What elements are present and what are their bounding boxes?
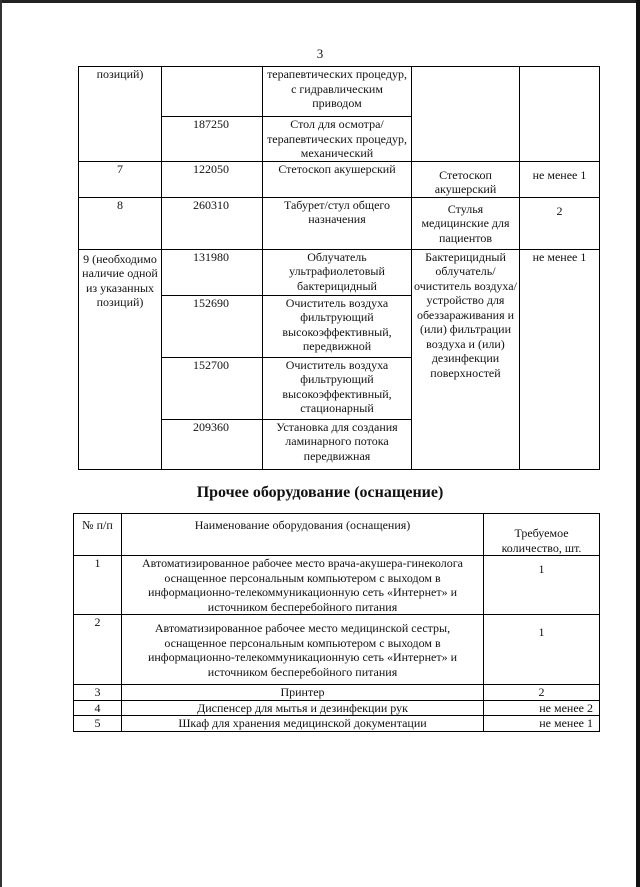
header-name: Наименование оборудования (оснащения)	[122, 514, 484, 556]
row-number: 5	[74, 716, 122, 732]
position-cell: позиций)	[79, 67, 162, 162]
code-cell: 152690	[162, 295, 263, 357]
equipment-cell: Стулья медицинские для пациентов	[412, 197, 520, 249]
equipment-cell	[412, 67, 520, 162]
row-quantity: 2	[484, 685, 600, 701]
code-cell: 122050	[162, 161, 263, 197]
table-row	[79, 249, 600, 295]
table-row	[74, 556, 600, 615]
position-cell: 7	[79, 161, 162, 197]
row-name: Принтер	[122, 685, 484, 701]
equipment-cell: Бактерицидный облучатель/ очиститель воздуха/ устройство для обеззараживания и (или) фильтрации воздуха и (или) дезинфекции поверхностей	[412, 249, 520, 469]
equipment-table-continued	[78, 66, 600, 470]
row-quantity: не менее 1	[484, 716, 600, 732]
equipment-cell: Стетоскоп акушерский	[412, 161, 520, 197]
position-cell: 9 (необходимо наличие одной из указанных позиций)	[79, 249, 162, 469]
table-row	[79, 161, 600, 197]
scan-edge-left	[0, 0, 2, 887]
code-cell	[162, 67, 263, 117]
table-row	[74, 685, 600, 701]
item-name-cell: Установка для создания ламинарного потока передвижная	[263, 419, 412, 469]
item-name-cell: Очиститель воздуха фильтрующий высокоэффективный, стационарный	[263, 357, 412, 419]
table-row	[79, 67, 600, 117]
item-name-cell: терапевтических процедур, с гидравлическим приводом	[263, 67, 412, 117]
position-cell: 8	[79, 197, 162, 249]
code-cell: 209360	[162, 419, 263, 469]
header-number: № п/п	[74, 514, 122, 556]
other-equipment-table	[73, 513, 600, 732]
scan-edge-top	[0, 0, 640, 3]
table-header-row	[74, 514, 600, 556]
row-name: Шкаф для хранения медицинской документации	[122, 716, 484, 732]
item-name-cell: Стол для осмотра/ терапевтических процедур, механический	[263, 117, 412, 162]
row-quantity: 1	[484, 556, 600, 615]
item-name-cell: Табурет/стул общего назначения	[263, 197, 412, 249]
code-cell: 187250	[162, 117, 263, 162]
row-number: 2	[74, 615, 122, 685]
item-name-cell: Стетоскоп акушерский	[263, 161, 412, 197]
row-name: Диспенсер для мытья и дезинфекции рук	[122, 700, 484, 716]
item-name-cell: Облучатель ультрафиолетовый бактерицидный	[263, 249, 412, 295]
table-row	[74, 716, 600, 732]
code-cell: 260310	[162, 197, 263, 249]
quantity-cell: не менее 1	[520, 249, 600, 469]
header-quantity: Требуемое количество, шт.	[484, 514, 600, 556]
table-row	[79, 197, 600, 249]
code-cell: 131980	[162, 249, 263, 295]
code-cell: 152700	[162, 357, 263, 419]
row-name: Автоматизированное рабочее место медицинской сестры, оснащенное персональным компьютером с выходом в информационно-телекоммуникационную сеть «Интернет» и источником бесперебойного питания	[122, 615, 484, 685]
row-quantity: не менее 2	[484, 700, 600, 716]
row-quantity: 1	[484, 615, 600, 685]
row-name: Автоматизированное рабочее место врача-акушера-гинеколога оснащенное персональным компьютером с выходом в информационно-телекоммуникационную сеть «Интернет» и источником бесперебойного питания	[122, 556, 484, 615]
table-row	[74, 615, 600, 685]
quantity-cell	[520, 67, 600, 162]
quantity-cell: 2	[520, 197, 600, 249]
item-name-cell: Очиститель воздуха фильтрующий высокоэффективный, передвижной	[263, 295, 412, 357]
scan-edge-right	[636, 0, 640, 887]
section-title: Прочее оборудование (оснащение)	[196, 484, 444, 501]
row-number: 4	[74, 700, 122, 716]
table-row	[74, 700, 600, 716]
quantity-cell: не менее 1	[520, 161, 600, 197]
row-number: 1	[74, 556, 122, 615]
page-number: 3	[316, 46, 324, 61]
row-number: 3	[74, 685, 122, 701]
